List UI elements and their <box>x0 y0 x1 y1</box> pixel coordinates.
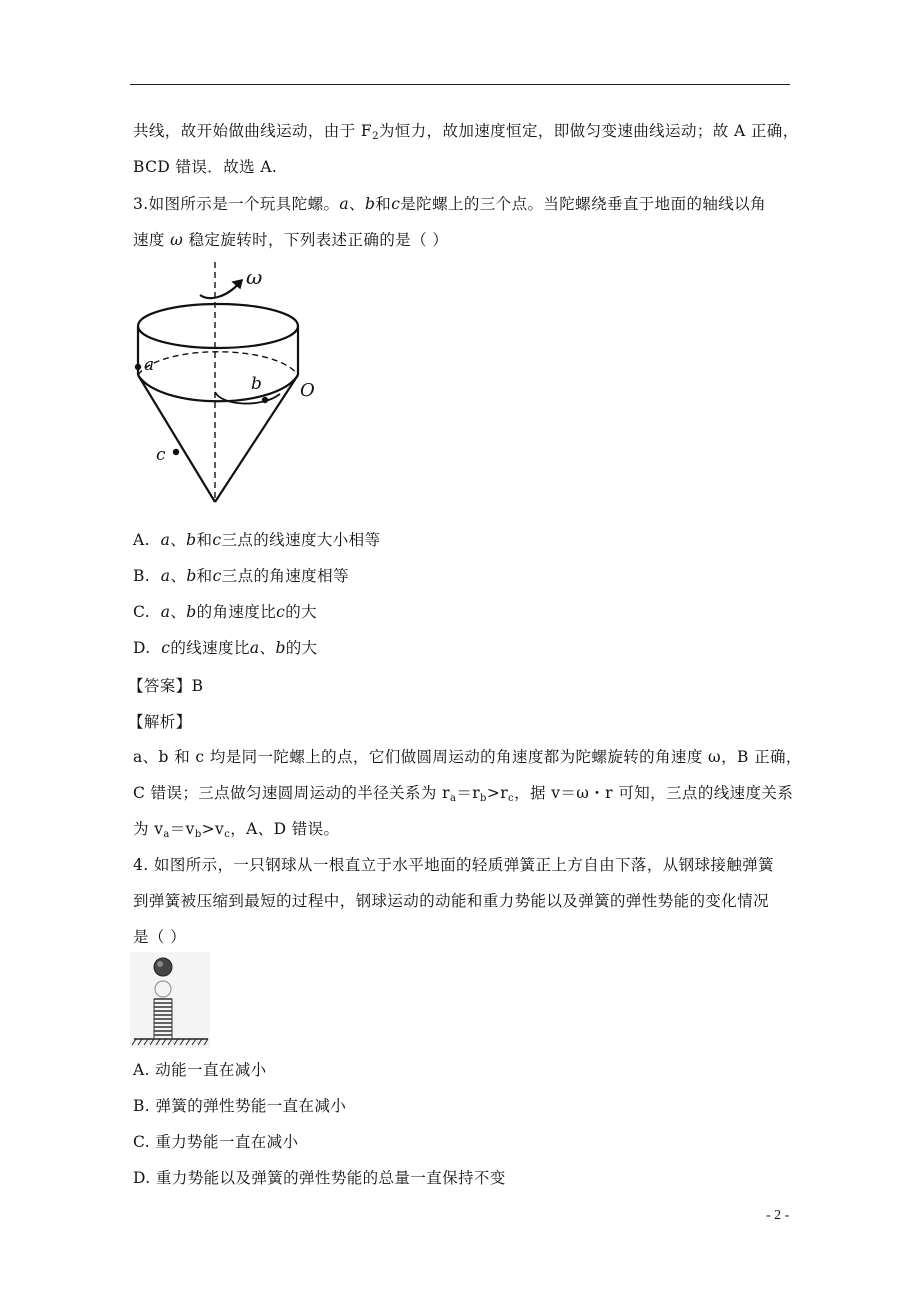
q3-stem-line-2: 速度 ω 稳定旋转时，下列表述正确的是（ ） <box>133 231 449 249</box>
q3-analysis-line-1: a、b 和 c 均是同一陀螺上的点，它们做圆周运动的角速度都为陀螺旋转的角速度 ω，B 正确， <box>133 748 802 766</box>
point-c <box>173 449 179 455</box>
q3-answer: 【答案】B <box>128 677 204 695</box>
q4-option-d: D. 重力势能以及弹簧的弹性势能的总量一直保持不变 <box>133 1169 506 1187</box>
page-number: - 2 - <box>766 1208 790 1223</box>
label-c: c <box>156 445 166 465</box>
q4-stem-line-2: 到弹簧被压缩到最短的过程中，钢球运动的动能和重力势能以及弹簧的弹性势能的变化情况 <box>133 892 770 910</box>
point-b <box>262 397 268 403</box>
q2-tail-line-2: BCD 错误．故选 A. <box>133 158 278 176</box>
top-ellipse <box>138 304 298 348</box>
point-a <box>135 364 141 370</box>
ball-spring-figure <box>130 952 210 1048</box>
header-rule <box>130 84 790 85</box>
omega-label: ω <box>246 265 263 289</box>
q4-option-c: C. 重力势能一直在减小 <box>133 1133 299 1151</box>
q3-stem-line-1: 3.如图所示是一个玩具陀螺。a、b和c是陀螺上的三个点。当陀螺绕垂直于地面的轴线以角 <box>133 195 766 213</box>
q3-analysis-label: 【解析】 <box>128 713 192 731</box>
q4-stem-line-3: 是（ ） <box>133 928 187 946</box>
q3-option-a: A. a、b和c三点的线速度大小相等 <box>133 531 381 549</box>
q3-option-d: D. c的线速度比a、b的大 <box>133 639 318 657</box>
q4-option-b: B. 弹簧的弹性势能一直在减小 <box>133 1097 347 1115</box>
q3-option-c: C. a、b的角速度比c的大 <box>133 603 318 621</box>
q4-option-a: A. 动能一直在减小 <box>133 1061 267 1079</box>
q3-analysis-line-2: C 错误；三点做匀速圆周运动的半径关系为 $r_a=r_b>r_c$，据 v＝ω・r 可知，三点的线速度关系 <box>133 784 794 804</box>
q2-tail-line-1: 共线，故开始做曲线运动，由于 $F_2$为恒力，故加速度恒定，即做匀变速曲线运动；故 A 正确， <box>133 122 799 142</box>
steel-ball <box>154 958 172 976</box>
label-b: b <box>251 374 262 394</box>
q4-stem-line-1: 4. 如图所示，一只钢球从一根直立于水平地面的轻质弹簧正上方自由下落，从钢球接触弹簧 <box>133 856 775 874</box>
q3-option-b: B. a、b和c三点的角速度相等 <box>133 567 349 585</box>
spinning-top-figure <box>130 262 320 510</box>
label-a: a <box>144 355 155 375</box>
q3-analysis-line-3: 为 $v_a=v_b>v_c$，A、D 错误。 <box>133 820 340 840</box>
label-o: O <box>300 380 315 401</box>
